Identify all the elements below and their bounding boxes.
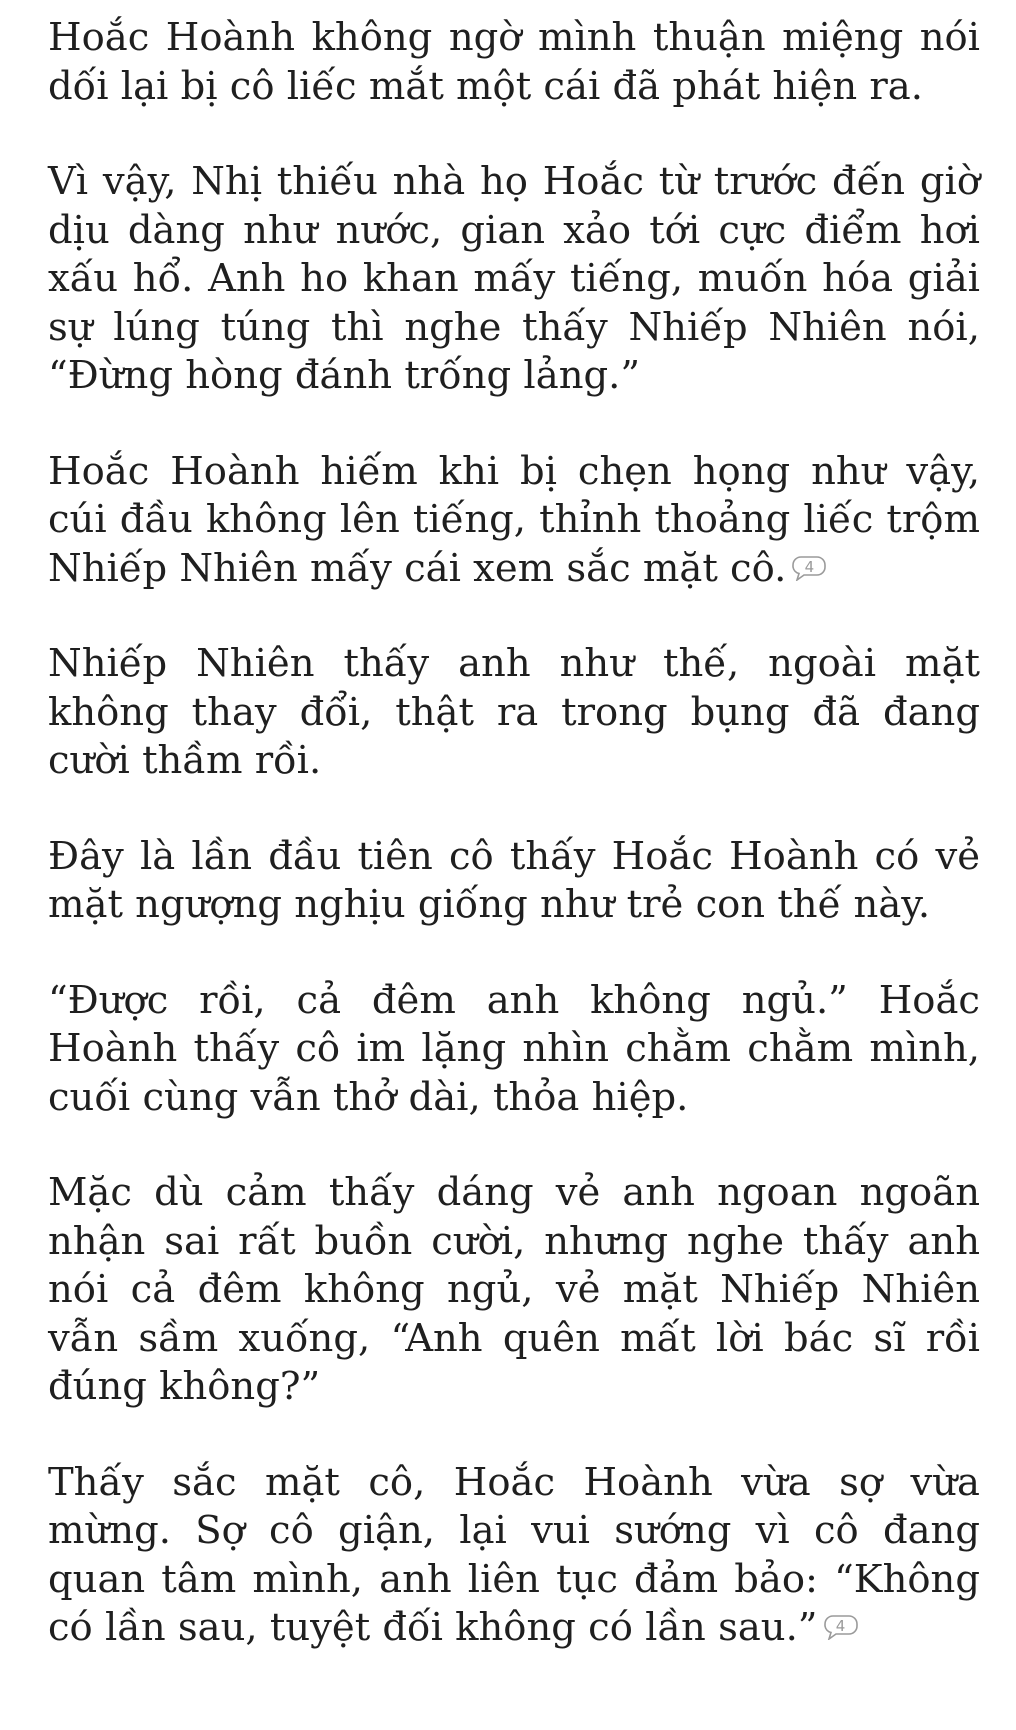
paragraph xyxy=(48,448,980,594)
paragraph xyxy=(48,14,980,111)
paragraph-text: Mặc dù cảm thấy dáng vẻ anh ngoan ngoãn nhận sai rất buồn cười, nhưng nghe thấy anh nói cả đêm không ngủ, vẻ mặt Nhiếp Nhiên vẫn sầm xuống, “Anh quên mất lời bác sĩ rồi đúng không?” xyxy=(48,1170,980,1409)
paragraph-text: Thấy sắc mặt cô, Hoắc Hoành vừa sợ vừa mừng. Sợ cô giận, lại vui sướng vì cô đang quan tâm mình, anh liên tục đảm bảo: “Không có lần sau, tuyệt đối không có lần sau.” xyxy=(48,1459,980,1650)
paragraph-text: Đây là lần đầu tiên cô thấy Hoắc Hoành có vẻ mặt ngượng nghịu giống như trẻ con thế này. xyxy=(48,833,980,927)
paragraph-comment-button[interactable] xyxy=(824,1614,858,1640)
paragraph xyxy=(48,158,980,401)
paragraph-text: Hoắc Hoành hiếm khi bị chẹn họng như vậy, cúi đầu không lên tiếng, thỉnh thoảng liếc trộm Nhiếp Nhiên mấy cái xem sắc mặt cô. xyxy=(48,448,980,591)
paragraph-text: “Được rồi, cả đêm anh không ngủ.” Hoắc Hoành thấy cô im lặng nhìn chằm chằm mình, cuối cùng vẫn thở dài, thỏa hiệp. xyxy=(48,977,980,1120)
paragraph-text: Nhiếp Nhiên thấy anh như thế, ngoài mặt không thay đổi, thật ra trong bụng đã đang cười thầm rồi. xyxy=(48,641,980,783)
paragraph xyxy=(48,1459,980,1653)
reading-page xyxy=(48,14,980,1700)
paragraph-comment-button[interactable] xyxy=(792,555,826,581)
comment-count: 4 xyxy=(835,1617,846,1635)
paragraph xyxy=(48,833,980,930)
paragraph-text: Hoắc Hoành không ngờ mình thuận miệng nói dối lại bị cô liếc mắt một cái đã phát hiện ra. xyxy=(48,15,980,109)
paragraph xyxy=(48,1169,980,1412)
comment-count: 4 xyxy=(804,557,815,576)
paragraph-text: Vì vậy, Nhị thiếu nhà họ Hoắc từ trước đến giờ dịu dàng như nước, gian xảo tới cực điểm hơi xấu hổ. Anh ho khan mấy tiếng, muốn hóa giải sự lúng túng thì nghe thấy Nhiếp Nhiên nói, “Đừng hòng đánh trống lảng.” xyxy=(48,159,980,398)
paragraph xyxy=(48,977,980,1123)
paragraph xyxy=(48,640,980,786)
